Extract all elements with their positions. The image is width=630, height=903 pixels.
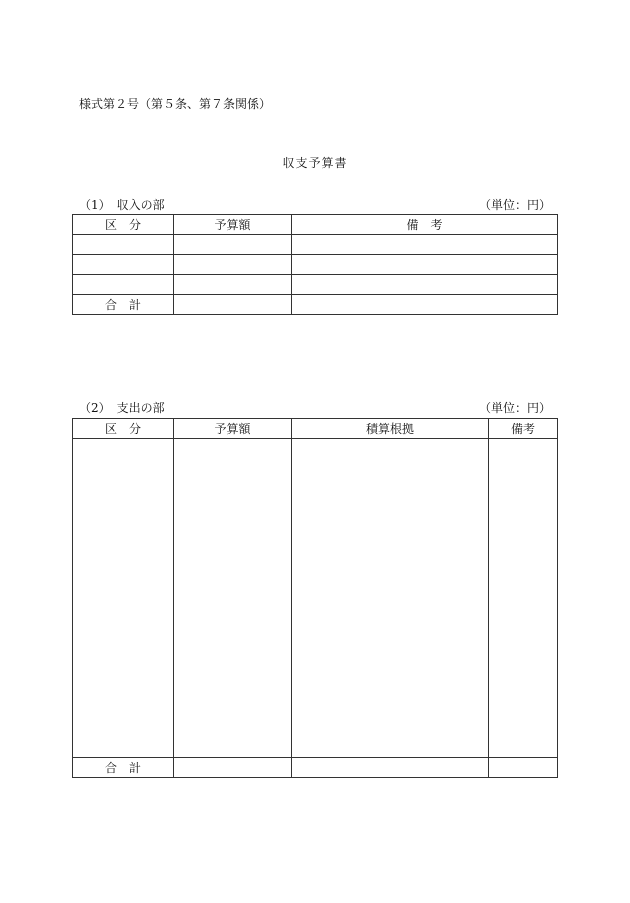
income-cell-category[interactable] [73,255,174,275]
expense-body-row [73,439,558,758]
income-header-remarks: 備 考 [292,215,558,235]
income-total-row [73,295,558,315]
expense-cell-category[interactable] [73,439,174,758]
income-total-budget[interactable] [174,295,292,315]
income-header-budget: 予算額 [174,215,292,235]
expense-total-remarks[interactable] [489,758,558,778]
income-cell-remarks[interactable] [292,235,558,255]
form-number: 様式第２号（第５条、第７条関係） [79,97,272,111]
income-header-category: 区 分 [73,215,174,235]
income-row [73,235,558,255]
income-cell-budget[interactable] [174,255,292,275]
income-unit-label: （単位：円） [478,198,551,212]
expense-table [72,418,558,778]
expense-header-category: 区 分 [73,419,174,439]
income-table [72,214,558,315]
expense-cell-remarks[interactable] [489,439,558,758]
income-row [73,275,558,295]
income-cell-remarks[interactable] [292,275,558,295]
income-row [73,255,558,275]
expense-header-remarks: 備考 [489,419,558,439]
income-cell-category[interactable] [73,235,174,255]
expense-cell-budget[interactable] [174,439,292,758]
expense-total-basis[interactable] [292,758,489,778]
income-cell-budget[interactable] [174,235,292,255]
document-title: 収支予算書 [282,156,348,170]
income-cell-category[interactable] [73,275,174,295]
income-total-remarks[interactable] [292,295,558,315]
income-section-heading: （1） 収入の部 [79,198,165,212]
income-cell-budget[interactable] [174,275,292,295]
expense-total-budget[interactable] [174,758,292,778]
expense-header-basis: 積算根拠 [292,419,489,439]
expense-total-row [73,758,558,778]
expense-section-heading: （2） 支出の部 [79,401,165,415]
expense-unit-label: （単位：円） [478,401,551,415]
expense-cell-basis[interactable] [292,439,489,758]
expense-header-row [73,419,558,439]
income-header-row [73,215,558,235]
income-cell-remarks[interactable] [292,255,558,275]
income-total-label: 合 計 [73,295,174,315]
expense-total-label: 合 計 [73,758,174,778]
expense-header-budget: 予算額 [174,419,292,439]
